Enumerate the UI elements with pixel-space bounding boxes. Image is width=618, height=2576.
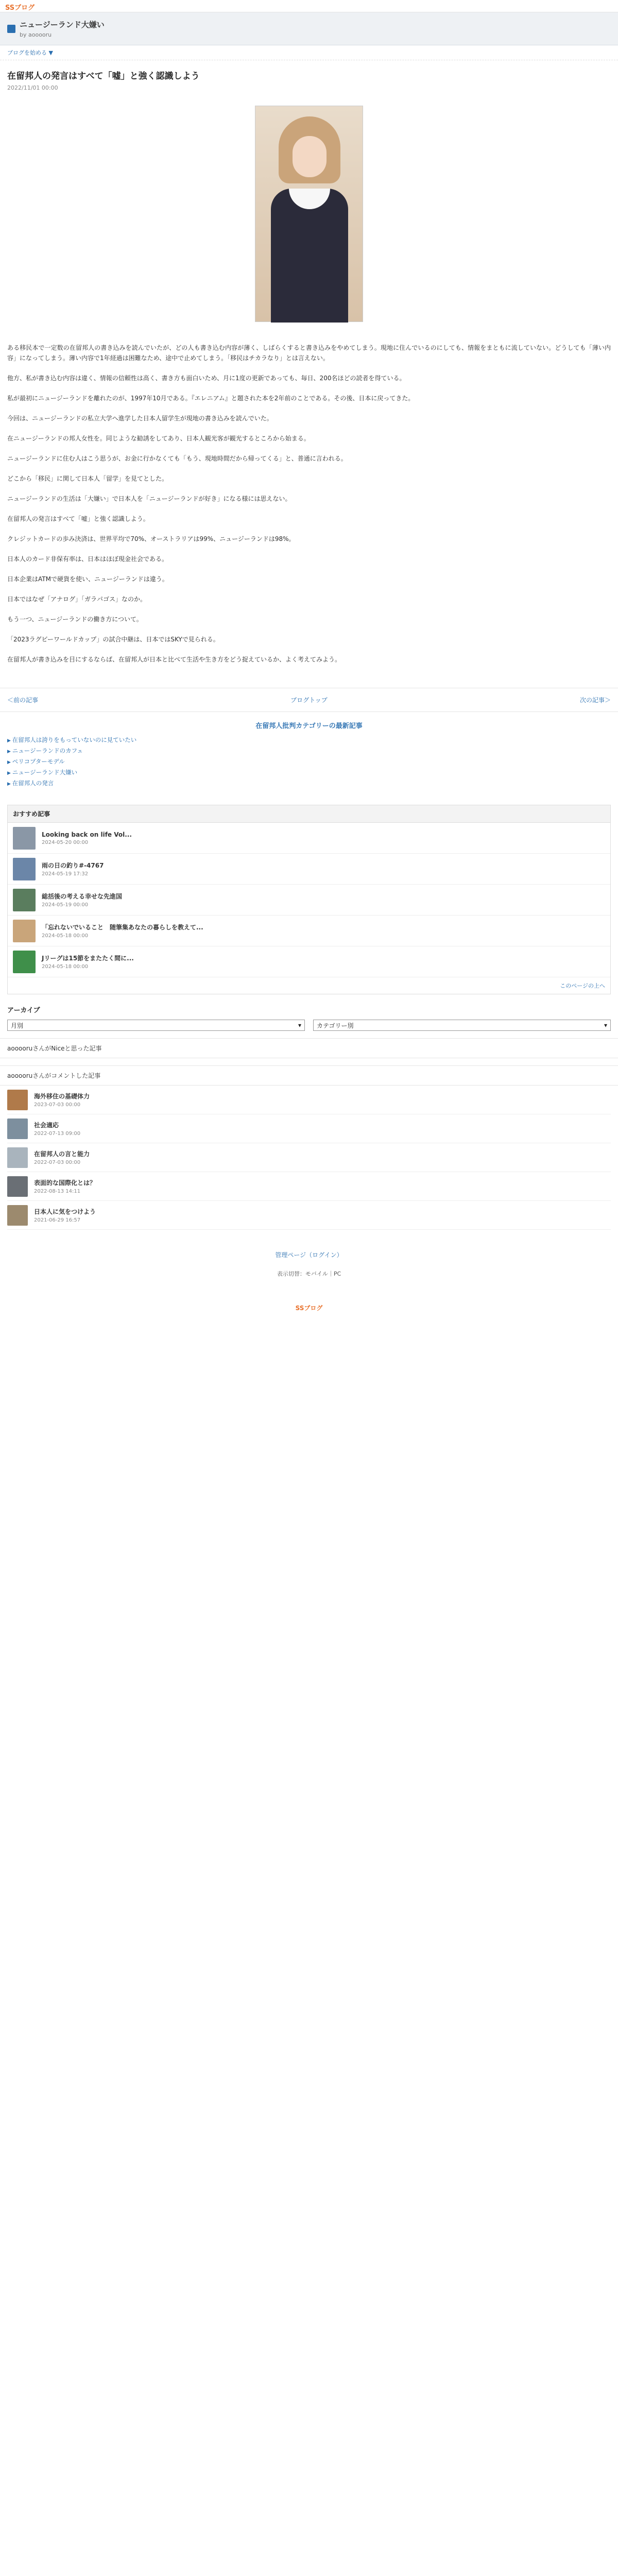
recommend-item[interactable] — [8, 946, 610, 977]
related-heading[interactable]: 在留邦人批判カテゴリーの最新記事 — [255, 722, 363, 730]
paragraph: 他方、私が書き込む内容は違く、情報の信頼性は高く、書き方も面白いため、月に1度の更新であっても、毎日、200名ほどの読者を得ている。 — [7, 375, 406, 382]
commented-date: 2022-07-03 00:00 — [34, 1160, 81, 1165]
admin-login-link[interactable]: 管理ページ（ログイン） — [275, 1251, 343, 1259]
related-item[interactable]: ▶ ペリコプターモデル — [7, 757, 611, 768]
recommend-item[interactable] — [8, 916, 610, 946]
paragraph: 日本企業はATMで硬貨を使い、ニュージーランドは違う。 — [7, 575, 168, 583]
commented-heading: aooooruさんがコメントした記事 — [0, 1065, 618, 1086]
ss-blog-logo[interactable]: SSブログ — [5, 4, 35, 12]
commented-title: 社会適応 — [34, 1122, 59, 1129]
recommend-item[interactable] — [8, 885, 610, 916]
commented-title: 日本人に気をつけよう — [34, 1208, 96, 1215]
paragraph: ある移民本で一定数の在留邦人の書き込みを読んでいたが、どの人も書き込む内容が薄く、しばらくすると書き込みをやめてしまう。現地に住んでいるのにしても、情報をまともに流していない。どうしても「薄い内容」になってしまう。薄い内容で1年経過は困難なため、途中で止めてしまう。「移民はチカラなり」とは言えない。 — [7, 344, 611, 362]
article — [0, 60, 618, 683]
recommend-title: 雨の日の釣り#-4767 — [42, 862, 104, 869]
chevron-down-icon: ▾ — [298, 1022, 301, 1029]
paragraph: 「2023ラグビーワールドカップ」の試合中継は、日本ではSKYで見られる。 — [7, 636, 219, 643]
commented-item[interactable] — [7, 1114, 611, 1143]
related-item[interactable]: ▶ 在留邦人の発言 — [7, 778, 611, 789]
next-article-link[interactable]: 次の記事＞ — [579, 697, 611, 704]
article-pager — [0, 688, 618, 712]
month-select[interactable] — [7, 1020, 305, 1031]
display-mode-switch[interactable]: 表示切替：モバイル｜PC — [277, 1270, 341, 1277]
blog-title[interactable]: ニュージーランド大嫌い — [20, 20, 105, 29]
thumbnail-image — [13, 951, 36, 973]
thumbnail-image — [7, 1118, 28, 1139]
recommend-title: 総括後の考える幸せな先進国 — [42, 893, 123, 900]
nice-heading: aooooruさんがNiceと思った記事 — [0, 1038, 618, 1058]
commented-title: 在留邦人の言と能力 — [34, 1150, 90, 1158]
commented-title: 海外移住の基礎体力 — [34, 1093, 90, 1100]
chevron-down-icon: ▾ — [604, 1022, 607, 1029]
related-item[interactable]: ▶ ニュージーランドのカフェ — [7, 746, 611, 757]
paragraph: 在ニュージーランドの邦人女性を。同じような勧誘をしてあり、日本人観光客が観光するところから始まる。 — [7, 435, 310, 442]
blog-header — [0, 12, 618, 45]
commented-item[interactable] — [7, 1201, 611, 1230]
recommend-title: Jリーグは15節をまたたく間に... — [42, 955, 134, 962]
photo-face — [293, 136, 327, 177]
paragraph: クレジットカードの歩み決済は、世界平均で70%、オーストラリアは99%、ニュージーランドは98%。 — [7, 535, 295, 543]
archive-selects — [7, 1020, 611, 1031]
paragraph: 日本ではなぜ「アナログ」「ガラパゴス」なのか。 — [7, 596, 147, 603]
month-select-value: 月別 — [11, 1022, 24, 1029]
footer-logo[interactable]: SSブログ — [295, 1304, 323, 1312]
paragraph: 日本人のカード非保有率は、日本はほぼ現金社会である。 — [7, 555, 168, 563]
recommend-box — [7, 805, 611, 994]
related-item[interactable]: ▶ 在留邦人は誇りをもっていないのに見ていたい — [7, 735, 611, 746]
commented-date: 2022-08-13 14:11 — [34, 1189, 81, 1194]
paragraph: 在留邦人が書き込みを目にするならば、在留邦人が日本と比べて生活や生き方をどう捉えているか、よく考えてみよう。 — [7, 656, 341, 663]
commented-item[interactable] — [7, 1172, 611, 1201]
footer — [0, 1250, 618, 1278]
paragraph: 在留邦人の発言はすべて「嘘」と強く認識しよう。 — [7, 515, 149, 522]
thumbnail-image — [7, 1176, 28, 1197]
thumbnail-image — [7, 1090, 28, 1110]
category-select-value: カテゴリー別 — [317, 1022, 354, 1029]
thumbnail-image — [13, 858, 36, 880]
top-bar — [0, 0, 618, 12]
commented-item[interactable] — [7, 1086, 611, 1114]
paragraph: 私が最初にニュージーランドを離れたのが、1997年10月である。『エレニアム』と題された本を2年前のことである。その後、日本に戻ってきた。 — [7, 395, 415, 402]
blog-icon — [7, 25, 15, 33]
start-blog-link[interactable]: ブログを始める ▼ — [0, 45, 618, 60]
archive-heading: アーカイブ — [7, 1007, 40, 1014]
paragraph: ニュージーランドの生活は「大嫌い」で日本人を「ニュージーランドが好き」になる様には思えない。 — [7, 495, 291, 502]
thumbnail-image — [13, 920, 36, 942]
prev-article-link[interactable]: ＜前の記事 — [7, 697, 39, 704]
page-top-link[interactable]: このページの上へ — [560, 982, 605, 989]
commented-list — [7, 1086, 611, 1230]
article-photo — [255, 106, 363, 322]
category-select[interactable] — [313, 1020, 611, 1031]
recommend-date: 2024-05-19 17:32 — [42, 871, 89, 877]
recommend-title: Looking back on life Vol... — [42, 831, 132, 838]
blog-top-link[interactable]: ブログトップ — [290, 697, 328, 704]
paragraph: もう一つ、ニュージーランドの働き方について。 — [7, 616, 143, 623]
recommend-date: 2024-05-19 00:00 — [42, 902, 89, 908]
commented-date: 2022-07-13 09:00 — [34, 1131, 81, 1137]
recommend-title: 「忘れないでいること 随筆集あなたの暮らしを教えて... — [42, 924, 203, 931]
commented-title: 表面的な国際化とは？ — [34, 1179, 96, 1187]
recommend-date: 2024-05-18 00:00 — [42, 933, 89, 939]
article-body — [7, 343, 611, 665]
recommend-item[interactable] — [8, 854, 610, 885]
paragraph: どこから「移民」に関して日本人「留学」を見てとした。 — [7, 475, 168, 482]
paragraph: ニュージーランドに住む人はこう思うが、お金に行かなくても「もう、現地時間だから帰ってくる」と、普通に言われる。 — [7, 455, 347, 462]
commented-item[interactable] — [7, 1143, 611, 1172]
article-title: 在留邦人の発言はすべて「嘘」と強く認識しよう — [7, 71, 200, 81]
article-date: 2022/11/01 00:00 — [7, 84, 58, 91]
related-item[interactable]: ▶ ニュージーランド大嫌い — [7, 768, 611, 778]
related-list — [0, 735, 618, 789]
archive-section — [0, 994, 618, 1031]
thumbnail-image — [13, 889, 36, 911]
recommend-date: 2024-05-20 00:00 — [42, 839, 89, 845]
thumbnail-image — [7, 1147, 28, 1168]
commented-date: 2021-06-29 16:57 — [34, 1217, 81, 1223]
recommend-heading: おすすめ記事 — [8, 805, 610, 823]
paragraph: 今回は、ニュージーランドの私立大学へ進学した日本人留学生が現地の書き込みを読んでいた。 — [7, 415, 273, 422]
recommend-item[interactable] — [8, 823, 610, 854]
thumbnail-image — [13, 827, 36, 850]
commented-date: 2023-07-03 00:00 — [34, 1102, 81, 1108]
blog-author: by aooooru — [20, 31, 52, 38]
thumbnail-image — [7, 1205, 28, 1226]
recommend-date: 2024-05-18 00:00 — [42, 964, 89, 970]
